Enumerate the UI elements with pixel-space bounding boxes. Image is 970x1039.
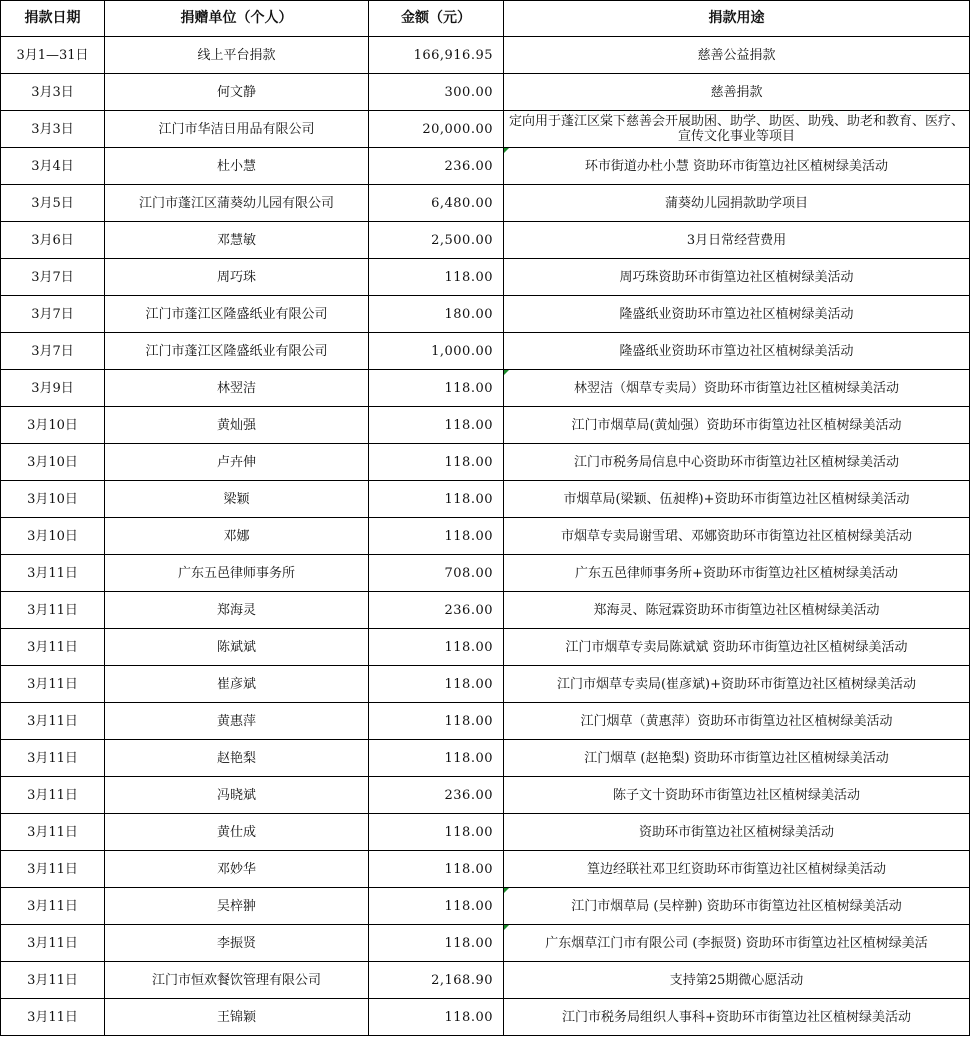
cell-date: 3月11日	[1, 851, 105, 888]
cell-date: 3月9日	[1, 370, 105, 407]
cell-donor: 江门市华洁日用品有限公司	[105, 111, 369, 148]
table-row	[1, 296, 970, 333]
cell-date: 3月11日	[1, 703, 105, 740]
cell-amount: 180.00	[369, 296, 504, 333]
cell-date: 3月11日	[1, 592, 105, 629]
cell-donor: 吴梓翀	[105, 888, 369, 925]
table-row	[1, 629, 970, 666]
cell-date: 3月1—31日	[1, 37, 105, 74]
cell-amount: 6,480.00	[369, 185, 504, 222]
cell-date: 3月11日	[1, 962, 105, 999]
cell-donor: 广东五邑律师事务所	[105, 555, 369, 592]
cell-amount: 300.00	[369, 74, 504, 111]
cell-donor: 黄仕成	[105, 814, 369, 851]
cell-date: 3月3日	[1, 74, 105, 111]
cell-purpose: 江门烟草（黄惠萍）资助环市街篁边社区植树绿美活动	[504, 703, 970, 740]
cell-amount: 118.00	[369, 999, 504, 1036]
cell-amount: 236.00	[369, 148, 504, 185]
header-purpose: 捐款用途	[504, 1, 970, 37]
cell-amount: 2,168.90	[369, 962, 504, 999]
cell-purpose: 郑海灵、陈冠霖资助环市街篁边社区植树绿美活动	[504, 592, 970, 629]
table-row	[1, 962, 970, 999]
cell-amount: 236.00	[369, 777, 504, 814]
header-row	[1, 1, 970, 37]
cell-date: 3月10日	[1, 481, 105, 518]
cell-date: 3月7日	[1, 259, 105, 296]
cell-date: 3月7日	[1, 333, 105, 370]
cell-donor: 周巧珠	[105, 259, 369, 296]
cell-amount: 2,500.00	[369, 222, 504, 259]
header-date: 捐款日期	[1, 1, 105, 37]
cell-purpose: 江门市烟草专卖局陈斌斌 资助环市街篁边社区植树绿美活动	[504, 629, 970, 666]
table-row	[1, 148, 970, 185]
cell-purpose: 周巧珠资助环市街篁边社区植树绿美活动	[504, 259, 970, 296]
cell-date: 3月11日	[1, 925, 105, 962]
cell-amount: 118.00	[369, 814, 504, 851]
table-row	[1, 74, 970, 111]
cell-date: 3月4日	[1, 148, 105, 185]
cell-amount: 118.00	[369, 629, 504, 666]
table-row	[1, 444, 970, 481]
cell-donor: 梁颖	[105, 481, 369, 518]
cell-purpose: 环市街道办杜小慧 资助环市街篁边社区植树绿美活动	[504, 148, 970, 185]
cell-purpose: 江门市烟草局(黄灿强）资助环市街篁边社区植树绿美活动	[504, 407, 970, 444]
cell-date: 3月11日	[1, 666, 105, 703]
cell-purpose: 市烟草专卖局谢雪珺、邓娜资助环市街篁边社区植树绿美活动	[504, 518, 970, 555]
cell-date: 3月10日	[1, 407, 105, 444]
cell-purpose: 江门市税务局组织人事科+资助环市街篁边社区植树绿美活动	[504, 999, 970, 1036]
cell-purpose: 资助环市街篁边社区植树绿美活动	[504, 814, 970, 851]
cell-donor: 王锦颖	[105, 999, 369, 1036]
cell-date: 3月11日	[1, 999, 105, 1036]
cell-amount: 118.00	[369, 407, 504, 444]
cell-amount: 118.00	[369, 370, 504, 407]
cell-amount: 118.00	[369, 888, 504, 925]
cell-date: 3月11日	[1, 814, 105, 851]
cell-purpose: 广东五邑律师事务所+资助环市街篁边社区植树绿美活动	[504, 555, 970, 592]
cell-purpose: 定向用于蓬江区棠下慈善会开展助困、助学、助医、助残、助老和教育、医疗、宣传文化事业等项目	[504, 111, 970, 148]
table-row	[1, 592, 970, 629]
cell-donor: 卢卉伸	[105, 444, 369, 481]
table-row	[1, 518, 970, 555]
table-row	[1, 555, 970, 592]
cell-purpose: 林翌洁（烟草专卖局）资助环市街篁边社区植树绿美活动	[504, 370, 970, 407]
cell-amount: 118.00	[369, 925, 504, 962]
table-row	[1, 999, 970, 1036]
cell-donor: 郑海灵	[105, 592, 369, 629]
table-row	[1, 777, 970, 814]
table-row	[1, 185, 970, 222]
cell-date: 3月11日	[1, 740, 105, 777]
cell-amount: 708.00	[369, 555, 504, 592]
cell-date: 3月10日	[1, 444, 105, 481]
cell-donor: 邓妙华	[105, 851, 369, 888]
cell-amount: 118.00	[369, 666, 504, 703]
cell-amount: 118.00	[369, 518, 504, 555]
cell-date: 3月11日	[1, 555, 105, 592]
cell-donor: 李振贤	[105, 925, 369, 962]
cell-purpose: 蒲葵幼儿园捐款助学项目	[504, 185, 970, 222]
cell-purpose: 江门市烟草专卖局(崔彦斌)+资助环市街篁边社区植树绿美活动	[504, 666, 970, 703]
table-row	[1, 333, 970, 370]
cell-donor: 江门市蓬江区蒲葵幼儿园有限公司	[105, 185, 369, 222]
cell-donor: 何文静	[105, 74, 369, 111]
cell-donor: 冯晓斌	[105, 777, 369, 814]
header-donor: 捐赠单位（个人）	[105, 1, 369, 37]
cell-purpose: 篁边经联社邓卫红资助环市街篁边社区植树绿美活动	[504, 851, 970, 888]
cell-purpose: 支持第25期微心愿活动	[504, 962, 970, 999]
table-row	[1, 703, 970, 740]
cell-date: 3月11日	[1, 629, 105, 666]
cell-amount: 20,000.00	[369, 111, 504, 148]
table-row	[1, 888, 970, 925]
cell-amount: 118.00	[369, 444, 504, 481]
table-row	[1, 666, 970, 703]
cell-purpose: 江门市烟草局 (吴梓翀) 资助环市街篁边社区植树绿美活动	[504, 888, 970, 925]
table-row	[1, 37, 970, 74]
cell-amount: 166,916.95	[369, 37, 504, 74]
cell-purpose: 广东烟草江门市有限公司 (李振贤) 资助环市街篁边社区植树绿美活	[504, 925, 970, 962]
cell-amount: 118.00	[369, 481, 504, 518]
cell-date: 3月7日	[1, 296, 105, 333]
cell-donor: 江门市恒欢餐饮管理有限公司	[105, 962, 369, 999]
table-row	[1, 259, 970, 296]
cell-purpose: 江门市税务局信息中心资助环市街篁边社区植树绿美活动	[504, 444, 970, 481]
cell-date: 3月11日	[1, 888, 105, 925]
cell-purpose: 市烟草局(梁颖、伍昶桦)+资助环市街篁边社区植树绿美活动	[504, 481, 970, 518]
cell-donor: 黄灿强	[105, 407, 369, 444]
cell-date: 3月10日	[1, 518, 105, 555]
cell-donor: 赵艳梨	[105, 740, 369, 777]
table-row	[1, 814, 970, 851]
cell-date: 3月11日	[1, 777, 105, 814]
table-row	[1, 222, 970, 259]
header-amount: 金额（元）	[369, 1, 504, 37]
table-row	[1, 407, 970, 444]
table-row	[1, 851, 970, 888]
cell-donor: 江门市蓬江区隆盛纸业有限公司	[105, 333, 369, 370]
cell-purpose: 3月日常经营费用	[504, 222, 970, 259]
cell-date: 3月5日	[1, 185, 105, 222]
table-body	[1, 37, 970, 1036]
cell-date: 3月6日	[1, 222, 105, 259]
cell-donor: 黄惠萍	[105, 703, 369, 740]
table-row	[1, 370, 970, 407]
cell-amount: 1,000.00	[369, 333, 504, 370]
cell-purpose: 隆盛纸业资助环市篁边社区植树绿美活动	[504, 333, 970, 370]
cell-purpose: 江门烟草 (赵艳梨) 资助环市街篁边社区植树绿美活动	[504, 740, 970, 777]
cell-amount: 118.00	[369, 259, 504, 296]
table-row	[1, 925, 970, 962]
table-row	[1, 481, 970, 518]
cell-donor: 邓娜	[105, 518, 369, 555]
cell-amount: 236.00	[369, 592, 504, 629]
cell-purpose: 慈善公益捐款	[504, 37, 970, 74]
table-row	[1, 111, 970, 148]
cell-amount: 118.00	[369, 740, 504, 777]
cell-purpose: 陈子文十资助环市街篁边社区植树绿美活动	[504, 777, 970, 814]
cell-donor: 林翌洁	[105, 370, 369, 407]
cell-purpose: 隆盛纸业资助环市篁边社区植树绿美活动	[504, 296, 970, 333]
cell-amount: 118.00	[369, 851, 504, 888]
cell-donor: 陈斌斌	[105, 629, 369, 666]
cell-donor: 邓慧敏	[105, 222, 369, 259]
cell-donor: 线上平台捐款	[105, 37, 369, 74]
cell-donor: 崔彦斌	[105, 666, 369, 703]
table-row	[1, 740, 970, 777]
cell-purpose: 慈善捐款	[504, 74, 970, 111]
cell-donor: 杜小慧	[105, 148, 369, 185]
cell-donor: 江门市蓬江区隆盛纸业有限公司	[105, 296, 369, 333]
cell-amount: 118.00	[369, 703, 504, 740]
cell-date: 3月3日	[1, 111, 105, 148]
